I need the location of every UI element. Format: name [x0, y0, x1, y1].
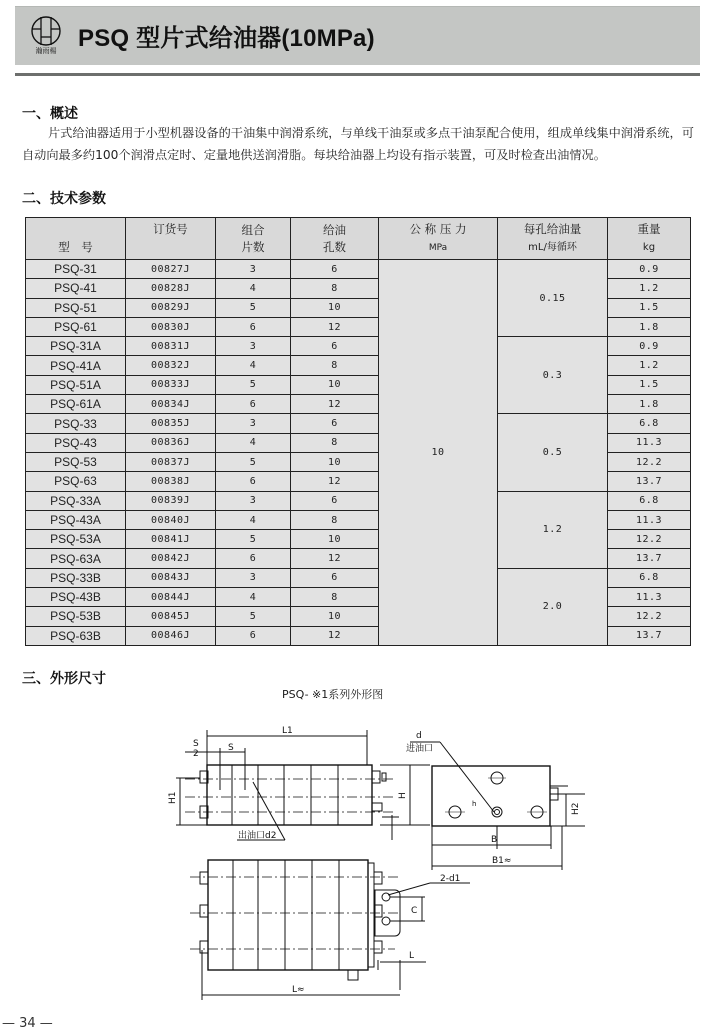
- page-number: — 34 —: [2, 1016, 53, 1031]
- cell-holes: 10: [291, 298, 379, 317]
- cell-order-number: 00845J: [126, 607, 216, 626]
- cell-holes: 6: [291, 491, 379, 510]
- cell-holes: 6: [291, 260, 379, 279]
- cell-pieces: 3: [216, 260, 291, 279]
- cell-model: PSQ-63: [26, 472, 126, 491]
- dim-label-l1: L1: [282, 726, 293, 736]
- overview-text: 片式给油器适用于小型机器设备的干油集中润滑系统，与单线干油泵或多点干油泵配合使用，组成单线集中润滑系统，可自动向最多约100个润滑点定时、定量地供送润滑脂。每块给油器上均设有指示装置，可及时检查出油情况。: [22, 126, 694, 162]
- cell-order-number: 00843J: [126, 568, 216, 587]
- cell-pressure: 10: [379, 260, 498, 646]
- side-view-body: [432, 766, 550, 826]
- cell-flow-per-hole: 0.5: [498, 414, 608, 491]
- cell-holes: 8: [291, 356, 379, 375]
- cell-pieces: 4: [216, 433, 291, 452]
- col-header-weight: 重量 kg: [608, 218, 691, 260]
- cell-weight: 11.3: [608, 433, 691, 452]
- dim-label-l: L: [409, 951, 415, 961]
- cell-order-number: 00834J: [126, 395, 216, 414]
- dim-label-s-half-top: S: [193, 739, 199, 749]
- cell-model: PSQ-41: [26, 279, 126, 298]
- cell-order-number: 00829J: [126, 298, 216, 317]
- cell-order-number: 00837J: [126, 452, 216, 471]
- dim-label-h2: H2: [571, 802, 581, 815]
- cell-weight: 11.3: [608, 588, 691, 607]
- cell-pieces: 3: [216, 568, 291, 587]
- cell-weight: 12.2: [608, 530, 691, 549]
- cell-weight: 1.8: [608, 395, 691, 414]
- cell-holes: 6: [291, 337, 379, 356]
- cell-flow-per-hole: 0.3: [498, 337, 608, 414]
- cell-order-number: 00828J: [126, 279, 216, 298]
- dim-label-s-half-bottom: 2: [193, 749, 199, 759]
- cell-weight: 12.2: [608, 452, 691, 471]
- cell-model: PSQ-53B: [26, 607, 126, 626]
- dim-label-s: S: [228, 743, 234, 753]
- cell-weight: 13.7: [608, 472, 691, 491]
- col-header-order: 订货号: [126, 218, 216, 260]
- cell-model: PSQ-61: [26, 317, 126, 336]
- page-title: PSQ 型片式给油器(10MPa): [78, 25, 375, 52]
- cell-order-number: 00835J: [126, 414, 216, 433]
- cell-pieces: 6: [216, 626, 291, 645]
- dim-label-c: C: [411, 906, 418, 916]
- cell-model: PSQ-53A: [26, 530, 126, 549]
- col-header-flow: 每孔给油量 mL/每循环: [498, 218, 608, 260]
- cell-model: PSQ-61A: [26, 395, 126, 414]
- dim-label-d: d: [416, 731, 422, 741]
- cell-weight: 6.8: [608, 414, 691, 433]
- overview-heading: 一、概述: [22, 106, 78, 122]
- cell-weight: 12.2: [608, 607, 691, 626]
- cell-weight: 0.9: [608, 337, 691, 356]
- cell-model: PSQ-51: [26, 298, 126, 317]
- dim-label-h1: H1: [168, 791, 178, 804]
- outlet-label: 出油口d2: [238, 831, 277, 841]
- cell-holes: 6: [291, 568, 379, 587]
- cell-holes: 10: [291, 530, 379, 549]
- plan-view-body: [208, 860, 368, 970]
- dim-label-l-total: L≈: [292, 985, 305, 995]
- cell-model: PSQ-33: [26, 414, 126, 433]
- cell-holes: 12: [291, 626, 379, 645]
- cell-model: PSQ-31A: [26, 337, 126, 356]
- cell-model: PSQ-31: [26, 260, 126, 279]
- cell-weight: 1.5: [608, 375, 691, 394]
- cell-holes: 8: [291, 510, 379, 529]
- cell-model: PSQ-33B: [26, 568, 126, 587]
- cell-holes: 12: [291, 472, 379, 491]
- cell-pieces: 3: [216, 337, 291, 356]
- cell-model: PSQ-51A: [26, 375, 126, 394]
- cell-holes: 8: [291, 588, 379, 607]
- dim-label-h: H: [398, 792, 408, 799]
- cell-pieces: 6: [216, 317, 291, 336]
- cell-weight: 11.3: [608, 510, 691, 529]
- cell-order-number: 00832J: [126, 356, 216, 375]
- cell-order-number: 00836J: [126, 433, 216, 452]
- cell-pieces: 6: [216, 472, 291, 491]
- cell-holes: 10: [291, 452, 379, 471]
- cell-model: PSQ-43B: [26, 588, 126, 607]
- cell-order-number: 00844J: [126, 588, 216, 607]
- cell-pieces: 3: [216, 414, 291, 433]
- specs-heading: 二、技术参数: [22, 191, 106, 207]
- cell-order-number: 00833J: [126, 375, 216, 394]
- cell-model: PSQ-53: [26, 452, 126, 471]
- cell-pieces: 3: [216, 491, 291, 510]
- col-header-pieces: 组合 片数: [216, 218, 291, 260]
- cell-weight: 13.7: [608, 549, 691, 568]
- cell-weight: 6.8: [608, 568, 691, 587]
- cell-pieces: 4: [216, 356, 291, 375]
- cell-pieces: 4: [216, 588, 291, 607]
- cell-order-number: 00846J: [126, 626, 216, 645]
- cell-model: PSQ-63A: [26, 549, 126, 568]
- cell-order-number: 00830J: [126, 317, 216, 336]
- cell-order-number: 00838J: [126, 472, 216, 491]
- cell-weight: 0.9: [608, 260, 691, 279]
- cell-weight: 1.5: [608, 298, 691, 317]
- cell-order-number: 00839J: [126, 491, 216, 510]
- dim-label-b: B: [491, 835, 498, 845]
- cell-model: PSQ-63B: [26, 626, 126, 645]
- cell-flow-per-hole: 2.0: [498, 568, 608, 645]
- cell-weight: 6.8: [608, 491, 691, 510]
- diagram-caption: PSQ- ※1系列外形图: [282, 688, 384, 701]
- cell-order-number: 00827J: [126, 260, 216, 279]
- col-header-model: 型 号: [26, 218, 126, 260]
- cell-pieces: 4: [216, 279, 291, 298]
- cell-holes: 12: [291, 549, 379, 568]
- dim-label-2-d1: 2-d1: [440, 874, 461, 884]
- cell-weight: 13.7: [608, 626, 691, 645]
- cell-pieces: 5: [216, 530, 291, 549]
- col-header-pressure: 公 称 压 力 MPa: [379, 218, 498, 260]
- cell-holes: 8: [291, 279, 379, 298]
- dim-label-h-small: h: [472, 800, 477, 808]
- cell-order-number: 00842J: [126, 549, 216, 568]
- cell-pieces: 6: [216, 549, 291, 568]
- cell-holes: 12: [291, 317, 379, 336]
- cell-flow-per-hole: 1.2: [498, 491, 608, 568]
- cell-pieces: 5: [216, 298, 291, 317]
- cell-model: PSQ-43A: [26, 510, 126, 529]
- cell-flow-per-hole: 0.15: [498, 260, 608, 337]
- cell-holes: 12: [291, 395, 379, 414]
- cell-model: PSQ-41A: [26, 356, 126, 375]
- dimensions-heading: 三、外形尺寸: [22, 671, 106, 687]
- cell-pieces: 5: [216, 607, 291, 626]
- cell-model: PSQ-33A: [26, 491, 126, 510]
- logo-text: 瀚雨楊: [35, 47, 57, 55]
- col-header-holes: 给油 孔数: [291, 218, 379, 260]
- inlet-label: 进油口: [406, 744, 434, 754]
- cell-holes: 6: [291, 414, 379, 433]
- cell-weight: 1.8: [608, 317, 691, 336]
- cell-model: PSQ-43: [26, 433, 126, 452]
- cell-pieces: 5: [216, 375, 291, 394]
- cell-weight: 1.2: [608, 356, 691, 375]
- cell-weight: 1.2: [608, 279, 691, 298]
- cell-pieces: 6: [216, 395, 291, 414]
- cell-order-number: 00831J: [126, 337, 216, 356]
- cell-pieces: 5: [216, 452, 291, 471]
- cell-holes: 10: [291, 607, 379, 626]
- cell-holes: 10: [291, 375, 379, 394]
- cell-order-number: 00840J: [126, 510, 216, 529]
- cell-order-number: 00841J: [126, 530, 216, 549]
- dim-label-b1: B1≈: [492, 856, 512, 866]
- cell-holes: 8: [291, 433, 379, 452]
- cell-pieces: 4: [216, 510, 291, 529]
